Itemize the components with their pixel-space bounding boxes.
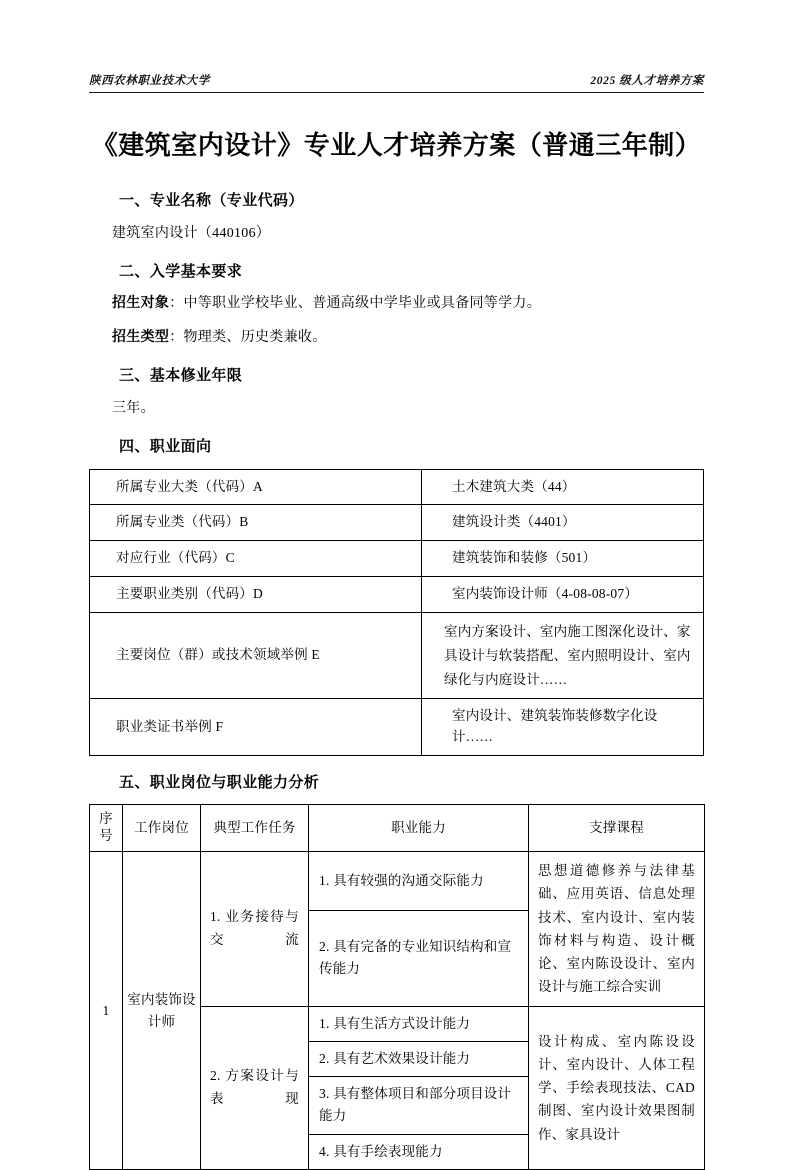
col-header-course: 支撑课程	[529, 805, 705, 852]
admission-type-label: 招生类型	[112, 329, 170, 345]
admission-target-line	[112, 293, 704, 315]
col-header-no-line2: 号	[99, 828, 113, 844]
supporting-courses: 设计构成、室内陈设设计、室内设计、人体工程学、手绘表现技法、CAD 制图、室内设计效果图制作、家具设计	[529, 1006, 705, 1169]
document-body	[89, 190, 704, 1170]
typical-task: 1. 业务接待与交流	[201, 852, 309, 1006]
section-heading-3: 三、基本修业年限	[119, 368, 243, 385]
ability-item: 2. 具有艺术效果设计能力	[309, 1041, 529, 1076]
col-header-no-line1: 序	[99, 811, 113, 827]
header-divider	[89, 92, 704, 93]
typical-task: 2. 方案设计与表现	[201, 1006, 309, 1169]
career-value: 土木建筑大类（44）	[422, 469, 704, 505]
admission-target-label: 招生对象	[112, 296, 170, 312]
supporting-courses: 思想道德修养与法律基础、应用英语、信息处理技术、室内设计、室内装饰材料与构造、设计概论、室内陈设设计、室内设计与施工综合实训	[529, 852, 705, 1006]
table-row	[90, 577, 704, 613]
col-header-post: 工作岗位	[123, 805, 201, 852]
ability-item: 1. 具有较强的沟通交际能力	[309, 852, 529, 911]
career-label: 主要职业类别（代码）D	[90, 577, 422, 613]
career-value: 室内方案设计、室内施工图深化设计、家具设计与软装搭配、室内照明设计、室内绿化与内庭设计……	[422, 613, 704, 699]
row-index: 1	[90, 852, 123, 1170]
career-value: 建筑设计类（4401）	[422, 505, 704, 541]
section-heading-2: 二、入学基本要求	[119, 263, 243, 280]
ability-item: 2. 具有完备的专业知识结构和宣传能力	[309, 910, 529, 1006]
col-header-ability: 职业能力	[309, 805, 529, 852]
career-value: 室内设计、建筑装饰装修数字化设计……	[422, 699, 704, 756]
study-duration: 三年。	[112, 400, 155, 416]
section-heading-1: 一、专业名称（专业代码）	[119, 193, 304, 209]
career-label: 职业类证书举例 F	[90, 699, 422, 756]
header-plan-label: 2025 级人才培养方案	[590, 75, 704, 87]
page-title: 《建筑室内设计》专业人才培养方案（普通三年制）	[91, 131, 702, 160]
table-header-row	[90, 805, 705, 852]
section-heading-4: 四、职业面向	[119, 439, 212, 456]
ability-item: 1. 具有生活方式设计能力	[309, 1006, 529, 1041]
admission-type-value: ：物理类、历史类兼收。	[169, 329, 327, 345]
table-row	[90, 699, 704, 756]
col-header-no	[90, 805, 123, 852]
col-header-task: 典型工作任务	[201, 805, 309, 852]
table-row	[90, 505, 704, 541]
ability-item: 4. 具有手绘表现能力	[309, 1134, 529, 1169]
ability-item: 3. 具有整体项目和部分项目设计能力	[309, 1077, 529, 1135]
job-post: 室内装饰设计师	[123, 852, 201, 1170]
job-ability-table	[89, 804, 705, 1169]
admission-type-line	[112, 327, 704, 349]
running-header	[89, 72, 704, 88]
table-row	[90, 613, 704, 699]
table-row	[90, 469, 704, 505]
career-orientation-table	[89, 469, 704, 756]
header-institution: 陕西农林职业技术大学	[89, 75, 210, 87]
career-value: 建筑装饰和装修（501）	[422, 541, 704, 577]
career-label: 所属专业大类（代码）A	[90, 469, 422, 505]
career-label: 所属专业类（代码）B	[90, 505, 422, 541]
career-label: 主要岗位（群）或技术领域举例 E	[90, 613, 422, 699]
career-value: 室内装饰设计师（4-08-08-07）	[422, 577, 704, 613]
admission-target-value: ：中等职业学校毕业、普通高级中学毕业或具备同等学力。	[169, 296, 542, 312]
major-name-code: 建筑室内设计（440106）	[112, 225, 271, 241]
section-heading-5: 五、职业岗位与职业能力分析	[119, 774, 320, 791]
career-label: 对应行业（代码）C	[90, 541, 422, 577]
table-row	[90, 541, 704, 577]
table-row	[90, 852, 705, 911]
